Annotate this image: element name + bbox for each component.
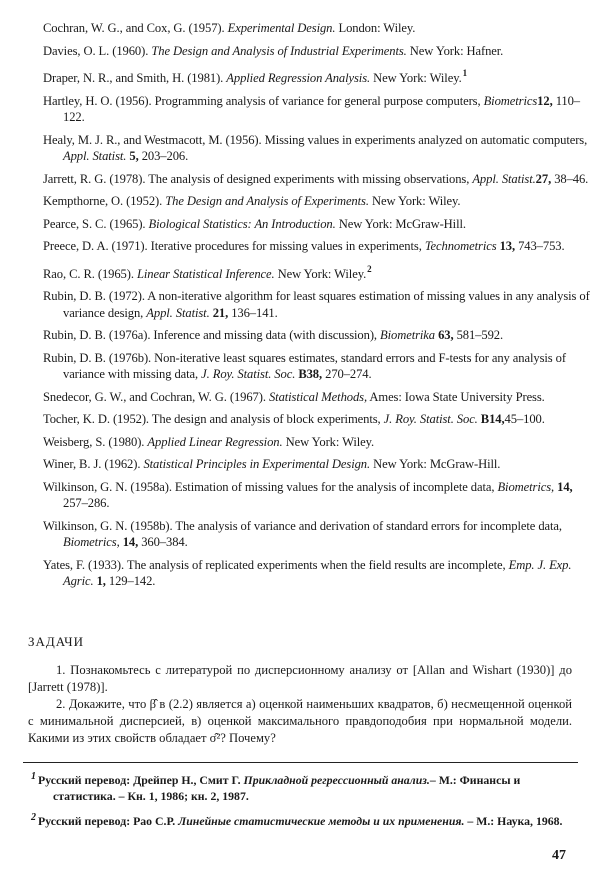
- footnote-item: $^1$ Русский перевод: Дрейпер Н., Смит Г. Прикладной регрессионный анализ.– М.: Финансы и статистика. – Кн. 1, 1986; кн. 2, 1987.: [31, 771, 521, 803]
- reference-item: Cochran, W. G., and Cox, G. (1957). Experimental Design. London: Wiley.: [43, 21, 416, 35]
- footnotes: [23, 762, 578, 836]
- problem-item: 1. Познакомьтесь с литературой по дисперсионному анализу от [Allan and Wishart (1930)] до [Jarrett (1978)].: [28, 663, 572, 694]
- problem-list: [28, 662, 572, 747]
- reference-item: Pearce, S. C. (1965). Biological Statistics: An Introduction. New York: McGraw-Hill.: [43, 216, 466, 231]
- footnote-marker: 1: [462, 68, 468, 78]
- reference-item: Hartley, H. O. (1956). Programming analysis of variance for general purpose computers, Biometrics12, 110–122.: [43, 93, 581, 124]
- reference-item: Snedecor, G. W., and Cochran, W. G. (1967). Statistical Methods, Ames: Iowa State University Press.: [43, 389, 545, 404]
- reference-item: Winer, B. J. (1962). Statistical Principles in Experimental Design. New York: McGraw-Hill.: [43, 457, 501, 471]
- footnote-item: $^2$ Русский перевод: Рао С.Р. Линейные статистические методы и их применения. – М.: Наука, 1968.: [31, 812, 563, 828]
- reference-item: Jarrett, R. G. (1978). The analysis of designed experiments with missing observations, Appl. Statist.27, 38–46.: [43, 171, 589, 186]
- footnote-mark: 2: [31, 812, 36, 823]
- reference-item: Wilkinson, G. N. (1958a). Estimation of missing values for the analysis of incomplete data, Biometrics, 14, 257–286.: [43, 479, 573, 510]
- reference-item: Tocher, K. D. (1952). The design and analysis of block experiments, J. Roy. Statist. Soc. B14,45–100.: [43, 412, 545, 426]
- page-number: 47: [552, 848, 566, 863]
- footnote-marker: 2: [367, 263, 372, 274]
- reference-item: Weisberg, S. (1980). Applied Linear Regression. New York: Wiley.: [43, 434, 375, 449]
- reference-item: Kempthorne, O. (1952). The Design and Analysis of Experiments. New York: Wiley.: [43, 194, 461, 208]
- reference-list: [0, 20, 600, 596]
- footnote-mark: 1: [31, 771, 36, 782]
- reference-item: Rubin, D. B. (1976b). Non-iterative least squares estimates, standard errors and F-tests for any analysis of variance with missing data, J. Roy. Statist. Soc. B38, 270–274.: [43, 350, 566, 381]
- reference-item: Preece, D. A. (1971). Iterative procedures for missing values in experiments, Technometrics 13, 743–753.: [43, 239, 565, 253]
- reference-item: Wilkinson, G. N. (1958b). The analysis of variance and derivation of standard errors for incomplete data, Biometrics, 14, 360–384.: [43, 518, 562, 549]
- reference-item: Davies, O. L. (1960). The Design and Analysis of Industrial Experiments. New York: Hafner.: [43, 43, 504, 58]
- reference-item: Yates, F. (1933). The analysis of replicated experiments when the field results are incomplete, Emp. J. Exp. Agric. 1, 129–142.: [43, 557, 572, 588]
- section-title: ЗАДАЧИ: [28, 634, 85, 649]
- reference-item: Rao, C. R. (1965). Linear Statistical Inference. New York: Wiley.$^2$: [43, 263, 372, 281]
- reference-item: Rubin, D. B. (1976a). Inference and missing data (with discussion), Biometrika 63, 581–592.: [43, 328, 504, 342]
- reference-item: Rubin, D. B. (1972). A non-iterative algorithm for least squares estimation of missing values in any analysis of variance design, Appl. Statist. 21, 136–141.: [43, 289, 590, 320]
- problem-item: 2. Докажите, что β̂ в (2.2) является а) оценкой наименьших квадратов, б) несмещенной оценкой с минимальной дисперсией, в) оценкой максимального правдоподобия при нормальной модели. Какими из этих свойств обладает σ̂²? Почему?: [28, 697, 572, 745]
- reference-item: Healy, M. J. R., and Westmacott, M. (1956). Missing values in experiments analyzed on automatic computers, Appl. Statist. 5, 203–206.: [43, 132, 588, 163]
- reference-item: Draper, N. R., and Smith, H. (1981). Applied Regression Analysis. New York: Wiley.$^1$: [43, 68, 468, 85]
